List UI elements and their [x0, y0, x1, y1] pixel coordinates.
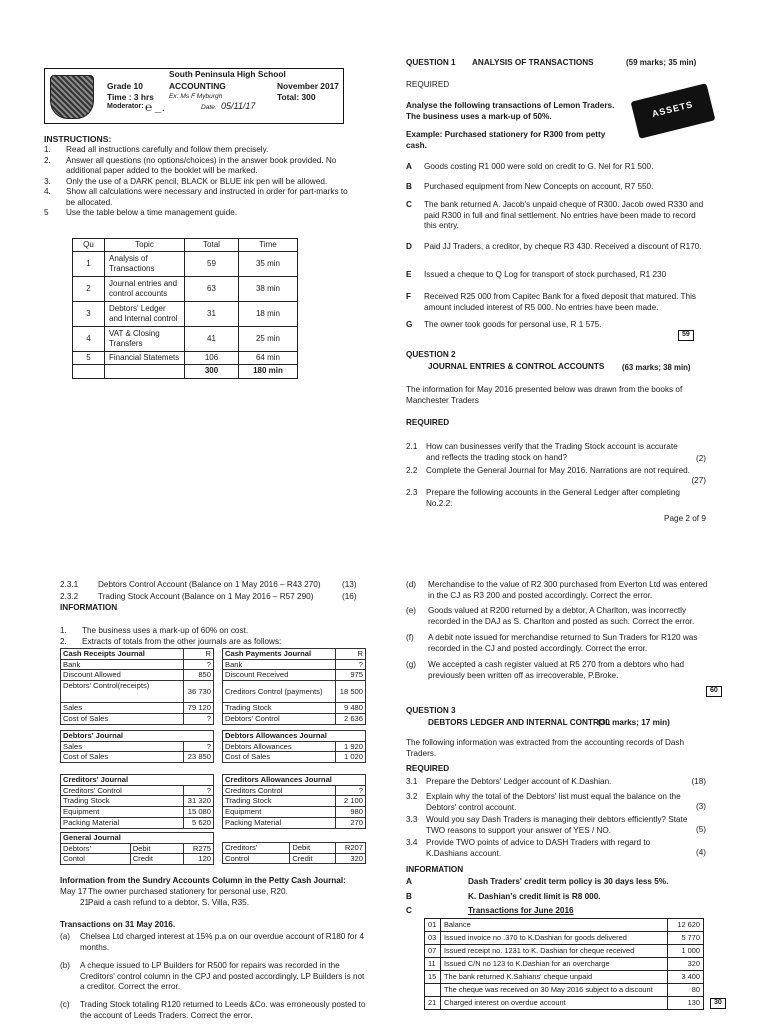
q1-item: E Issued a cheque to Q Log for transport of stock purchased, R1 230: [406, 270, 667, 279]
transaction-item: (c) Trading Stock totaling R120 returned to Leeds &Co. was erroneously posted to the account of Leeds Traders. Correct the error.: [60, 1000, 366, 1020]
q1-intro: Analyse the following transactions of Lemon Traders. The business uses a mark-up of 50%.: [406, 101, 615, 121]
transaction-item: (e) Goods valued at R200 returned by a debtor, A Charlton, was incorrectly recorded in the DAJ as S. Charlton and posted as such. Correct the error.: [406, 606, 695, 626]
information-title: INFORMATION: [60, 603, 118, 612]
table-row: 4 VAT & Closing Transfers 41 25 min: [73, 327, 298, 352]
exam-total: Total: 300: [277, 92, 316, 102]
time-management-table: Qu Topic Total Time 1 Analysis of Transactions 59 35 min 2 Journal entries and control accounts 63 38 min 3 Debtors' Ledger and Internal control 31 18 min 4 VAT & Closing Transfers 41 25 min 5 Financial Statemets 106 64 min 300 180 min: [72, 238, 298, 379]
table-row: The cheque was received on 30 May 2016 subject to a discount 80: [425, 984, 704, 997]
general-journal: General Journal Debtors' Debit R275 Contol Credit 120: [60, 832, 214, 865]
exam-time: Time : 3 hrs: [107, 92, 154, 102]
cash-payments-journal: Cash Payments Journal R Bank ? Discount Received 975 Creditors Control (payments) 18 500 Trading Stock 9 480 Debtors' Control 2 636: [222, 648, 366, 725]
q1-item: F Received R25 000 from Capitec Bank for a fixed deposit that matured. This amount included interest of R5 000. No entries have been made.: [406, 292, 696, 312]
q3-information: INFORMATION: [406, 865, 464, 874]
q1-example: Example: Purchased stationery for R300 from petty cash.: [406, 130, 606, 150]
table-row: 5 Financial Statemets 106 64 min: [73, 352, 298, 365]
debtors-allowances-journal: Debtors Allowances Journal Debtors Allowances 1 920 Cost of Sales 1 020: [222, 730, 366, 763]
instruction-item: 2. Answer all questions (no options/choices) in the answer book provided. No additional paper added to the booklet will be marked.: [44, 155, 337, 175]
info-c: C Transactions for June 2016: [406, 906, 574, 915]
transaction-item: (d) Merchandise to the value of R2 300 purchased from Everton Ltd was entered in the CJ as R3 200 and posted accordingly. Correct the error.: [406, 580, 708, 600]
moderator-signature: ℮ _.: [145, 100, 166, 114]
sundry-title: Information from the Sundry Accounts Column in the Petty Cash Journal:: [60, 876, 346, 885]
q1-title: QUESTION 1: [406, 58, 456, 67]
q1-item: D Paid JJ Traders, a creditor, by cheque R3 430. Received a discount of R170.: [406, 242, 702, 251]
table-row: 03 Issued invoice no .370 to K.Dashian for goods delivered 5 770: [425, 932, 704, 945]
examiner: Ex: Ms F Myburgh: [169, 93, 223, 100]
instruction-item: 1. Read all instructions carefully and follow them precisely.: [44, 145, 269, 154]
q1-item: G The owner took goods for personal use, R 1 575.: [406, 320, 602, 329]
q2-intro: The information for May 2016 presented below was drawn from the books of Manchester Traders: [406, 385, 683, 405]
info-1: 1. The business uses a mark-up of 60% on cost.: [60, 626, 249, 635]
date-label: Date:: [201, 104, 217, 111]
q3-required: REQUIRED: [406, 764, 450, 773]
table-row: 3 Debtors' Ledger and Internal control 31 18 min: [73, 302, 298, 327]
q1-required: REQUIRED: [406, 80, 450, 89]
june-transactions-table: [424, 918, 704, 1010]
transaction-item: (a) Chelsea Ltd charged interest at 15% p.a on our overdue account of R180 for 4 months.: [60, 932, 365, 952]
q3-topic: DEBTORS LEDGER AND INTERNAL CONTROL: [428, 718, 611, 727]
table-row: 15 The bank returned K.Sahians' cheque unpaid 3 400: [425, 971, 704, 984]
q3-item: 3.4 Provide TWO points of advice to DASH Traders with regard to K.Dashians account. (4): [406, 838, 706, 858]
table-row: 1 Analysis of Transactions 59 35 min: [73, 252, 298, 277]
general-journal-creditors: Creditors' Debit R207 Control Credit 320: [222, 842, 366, 864]
q1-topic: ANALYSIS OF TRANSACTIONS: [472, 58, 594, 67]
school-crest-logo: [50, 75, 94, 119]
q2-title: QUESTION 2: [406, 350, 456, 359]
info-b: B K. Dashian's credit limit is R8 000.: [406, 892, 601, 901]
q2-required: REQUIRED: [406, 418, 450, 427]
subject: ACCOUNTING: [169, 81, 226, 91]
debtors-journal: Debtors' Journal Sales ? Cost of Sales 23 850: [60, 730, 214, 763]
q3-item: 3.3 Would you say Dash Traders is managing their debtors efficiently? State TWO reasons to support your answer of YES / NO. (5): [406, 815, 706, 835]
table-row: 21 Charged interest on overdue account 130: [425, 997, 704, 1010]
q1-item: B Purchased equipment from New Concepts on account, R7 550.: [406, 182, 654, 191]
info-2: 2. Extracts of totals from the other journals are as follows:: [60, 637, 282, 646]
instruction-item: 3. Only the use of a DARK pencil, BLACK or BLUE ink pen will be allowed.: [44, 176, 328, 186]
instructions-title: INSTRUCTIONS:: [44, 134, 112, 144]
q1-item: A Goods costing R1 000 were sold on credit to G. Nel for R1 500.: [406, 162, 654, 171]
q3-item: 3.2 Explain why the total of the Debtors' list must equal the balance on the Debtors' control account. (3): [406, 792, 706, 812]
instruction-item: 5 Use the table below a time management guide.: [44, 208, 238, 217]
page-number: Page 2 of 9: [664, 514, 706, 523]
q3-intro: The following information was extracted from the accounting records of Dash Traders.: [406, 738, 685, 758]
table-row: 11 Issued C/N no 123 to K.Dashian for an overcharge 320: [425, 958, 704, 971]
q2-marks: (63 marks; 38 min): [622, 363, 691, 372]
q1-marks: (59 marks; 35 min): [626, 58, 697, 67]
table-row: 07 Issued receipt no. 1231 to K. Dashian for cheque received 1 000: [425, 945, 704, 958]
transactions-title: Transactions on 31 May 2016.: [60, 920, 176, 929]
moderator-label: Moderator:: [107, 103, 144, 110]
q3-title: QUESTION 3: [406, 706, 456, 715]
grade: Grade 10: [107, 81, 143, 91]
instruction-item: 4. Show all calculations were necessary and instructed in order for part-marks to be allocated.: [44, 187, 348, 207]
q1-item: C The bank returned A. Jacob's unpaid cheque of R300. Jacob owed R330 and paid R300 in full and final settlement. No entries have been made to record this entry.: [406, 200, 704, 230]
sundry-item: May 17 The owner purchased stationery for personal use, R20.: [60, 887, 288, 896]
creditors-journal: Creditors' Journal Creditors' Control ? Trading Stock 31 320 Equipment 15 080 Packing Material 5 620: [60, 774, 214, 829]
q2-mark-box: 60: [706, 686, 722, 697]
q3-mark-box: 30: [710, 998, 726, 1009]
instructions-list: [44, 145, 358, 219]
acc-231: 2.3.1 Debtors Control Account (Balance on 1 May 2016 – R43 270) (13): [60, 580, 357, 589]
assets-logo: ASSETS: [631, 83, 716, 139]
table-row: 2 Journal entries and control accounts 63 38 min: [73, 277, 298, 302]
exam-date: November 2017: [277, 81, 339, 91]
q2-topic: JOURNAL ENTRIES & CONTROL ACCOUNTS: [428, 362, 605, 371]
table-total-row: 300 180 min: [73, 365, 298, 378]
q3-item: 3.1 Prepare the Debtors' Ledger account of K.Dashian. (18): [406, 777, 706, 786]
creditors-allowances-journal: Creditors Allowances Journal Creditors Control ? Trading Stock 2 100 Equipment 980 Packing Material 270: [222, 774, 366, 829]
transaction-item: (b) A cheque issued to LP Builders for R500 for repairs was recorded in the Creditors' control column in the CPJ and posted accordingly. LP Builders is not a creditor. Correct the error.: [60, 961, 365, 991]
info-a: A Dash Traders' credit term policy is 30 days less 5%.: [406, 877, 669, 886]
date-signature: 05/11/17: [221, 101, 256, 111]
cash-receipts-journal: Cash Receipts Journal R Bank ? Discount Allowed 850 Debtors' Control(receipts) 36 730 Sales 79 120 Cost of Sales ?: [60, 648, 214, 725]
q1-mark-box: 59: [678, 330, 694, 341]
q3-marks: (30 marks; 17 min): [598, 718, 670, 727]
transaction-item: (f) A debit note issued for merchandise returned to Sun Traders for R120 was recorded in the CJ and posted accordingly. Correct the error.: [406, 633, 698, 653]
school-name: South Peninsula High School: [169, 69, 286, 79]
acc-232: 2.3.2 Trading Stock Account (Balance on 1 May 2016 – R57 290) (16): [60, 592, 357, 601]
table-row: 01 Balance 12 620: [425, 919, 704, 932]
q2-item: 2.1 How can businesses verify that the Trading Stock account is accurate and reflects the trading stock on hand? (2): [406, 442, 706, 463]
q2-item: 2.3 Prepare the following accounts in the General Ledger after completing No.2.2:: [406, 488, 680, 508]
transaction-item: (g) We accepted a cash register valued at R5 270 from a debtors who had previously been written off as irrecoverable, P.Broke.: [406, 660, 685, 680]
q2-item: 2.2 Complete the General Journal for May 2016. Narrations are not required. (27): [406, 466, 706, 485]
